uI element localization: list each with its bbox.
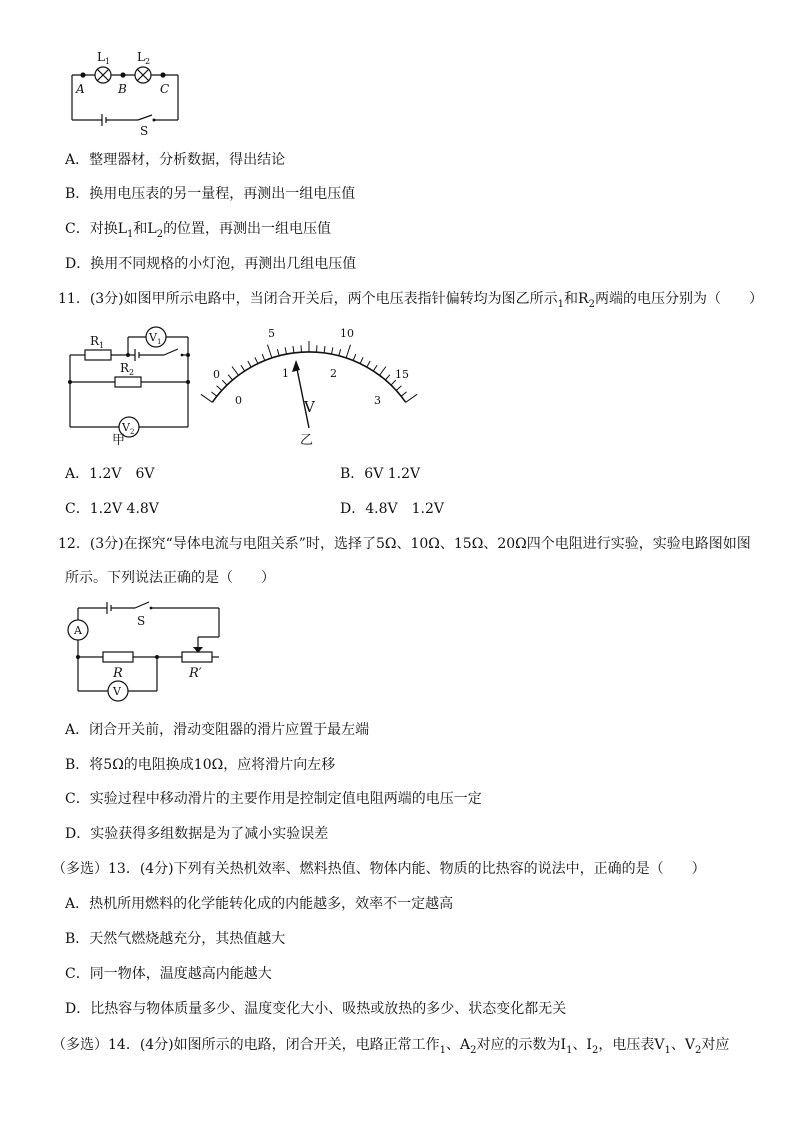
dial-tick	[277, 349, 279, 356]
label-r1: $R_1$	[90, 334, 105, 350]
meter-unit-v: V	[304, 398, 315, 416]
caption-yi: 乙	[300, 433, 314, 448]
dial-tick	[360, 357, 363, 363]
outer-scale-15: 15	[395, 368, 409, 381]
dial-tick	[373, 365, 377, 371]
q14-stem: （多选）14．(4分)如图所示的电路，闭合开关，电路正常工作$_1$、$A_2$对应的示数为$I_1$、$I_2$，电压表$V_1$、$V_2$对应	[52, 1037, 730, 1056]
dial-tick	[301, 345, 302, 352]
label-r2: $R_2$	[120, 361, 135, 377]
label-r: R	[113, 666, 123, 681]
inner-scale-0: 0	[235, 394, 242, 407]
dial-tick	[332, 347, 333, 354]
dial-tick	[401, 392, 407, 396]
q13-option-b[interactable]: B．天然气燃烧越充分，其热值越大	[65, 931, 286, 947]
dial-tick	[232, 367, 239, 376]
q10-option-a[interactable]: A．整理器材，分析数据，得出结论	[65, 152, 286, 168]
label-switch-s: S	[137, 614, 146, 628]
q11-option-b[interactable]: B．6V 1.2V	[340, 466, 421, 482]
q11-circuit-diagram-jia	[60, 320, 200, 450]
label-b: B	[118, 82, 127, 96]
label-r-prime: R′	[189, 666, 202, 681]
dial-tick	[317, 345, 318, 352]
q12-option-c[interactable]: C．实验过程中移动滑片的主要作用是控制定值电阻两端的电压一定	[65, 791, 482, 807]
dial-tick	[285, 347, 286, 354]
dial-tick	[339, 349, 341, 356]
q12-circuit-diagram	[65, 595, 235, 710]
q12-option-b[interactable]: B．将5Ω的电阻换成10Ω，应将滑片向左移	[65, 757, 336, 773]
dial-tick	[353, 354, 356, 361]
dial-tick	[385, 375, 390, 380]
dial-tick	[248, 361, 251, 367]
dial-tick	[217, 386, 222, 391]
dial-tick	[211, 392, 217, 396]
q13-option-a[interactable]: A．热机所用燃料的化学能转化成的内能越多，效率不一定越高	[65, 896, 454, 912]
q11-voltmeter-dial-yi	[205, 320, 415, 430]
dial-tick	[201, 394, 212, 402]
q12-stem-line2: 所示。下列说法正确的是（ ）	[65, 570, 275, 586]
inner-scale-3: 3	[374, 394, 381, 407]
label-voltmeter-v: V	[113, 685, 121, 698]
dial-tick	[228, 375, 233, 380]
inner-scale-1: 1	[282, 367, 289, 380]
q13-option-c[interactable]: C．同一物体，温度越高内能越大	[65, 966, 272, 982]
q11-option-a[interactable]: A．1.2V 6V	[65, 466, 155, 482]
q10-option-d[interactable]: D．换用不同规格的小灯泡，再测出几组电压值	[65, 256, 357, 272]
outer-scale-0: 0	[213, 368, 220, 381]
label-ammeter-a: A	[74, 624, 82, 637]
dial-tick	[255, 357, 258, 363]
label-l1: $L_1$	[97, 50, 111, 66]
dial-tick	[222, 380, 227, 385]
label-v1: $V_1$	[149, 331, 162, 346]
outer-scale-10: 10	[340, 327, 354, 340]
q13-option-d[interactable]: D．比热容与物体质量多少、温度变化大小、吸热或放热的多少、状态变化都无关	[65, 1001, 567, 1017]
dial-tick	[380, 367, 387, 376]
dial-tick	[346, 345, 350, 358]
q10-series-circuit-diagram	[60, 45, 200, 145]
dial-tick	[241, 365, 245, 371]
q11-option-c[interactable]: C．1.2V 4.8V	[65, 501, 159, 517]
dial-tick	[268, 345, 272, 358]
dial-tick	[396, 386, 401, 391]
caption-jia: 甲	[112, 433, 126, 448]
q11-stem: 11．(3分)如图甲所示电路中，当闭合开关后，两个电压表指针偏转均为图乙所示$_1$和$R_2$两端的电压分别为（ ）	[58, 291, 763, 310]
q12-stem-line1: 12．(3分)在探究“导体电流与电阻关系”时，选择了5Ω、10Ω、15Ω、20Ω四个电阻进行实验，实验电路图如图	[58, 536, 751, 552]
dial-tick	[406, 394, 417, 402]
dial-tick	[293, 346, 294, 353]
q10-option-b[interactable]: B．换用电压表的另一量程，再测出一组电压值	[65, 186, 356, 202]
q11-option-d[interactable]: D．4.8V 1.2V	[340, 501, 444, 517]
q10-option-c[interactable]: C．对换$L_1$和$L_2$的位置，再测出一组电压值	[65, 221, 332, 240]
label-l2: $L_2$	[137, 50, 151, 66]
q12-option-d[interactable]: D．实验获得多组数据是为了减小实验误差	[65, 826, 329, 842]
outer-scale-5: 5	[268, 327, 275, 340]
label-switch-s: S	[140, 124, 149, 138]
q12-option-a[interactable]: A．闭合开关前，滑动变阻器的滑片应置于最左端	[65, 722, 370, 738]
dial-tick	[262, 354, 265, 361]
label-a: A	[76, 82, 85, 96]
dial-tick	[324, 346, 325, 353]
label-v2: $V_2$	[122, 421, 135, 436]
inner-scale-2: 2	[330, 367, 337, 380]
label-c: C	[160, 82, 170, 96]
q13-stem: （多选）13．(4分)下列有关热机效率、燃料热值、物体内能、物质的比热容的说法中，正确的是（ ）	[52, 861, 706, 877]
dial-tick	[367, 361, 370, 367]
